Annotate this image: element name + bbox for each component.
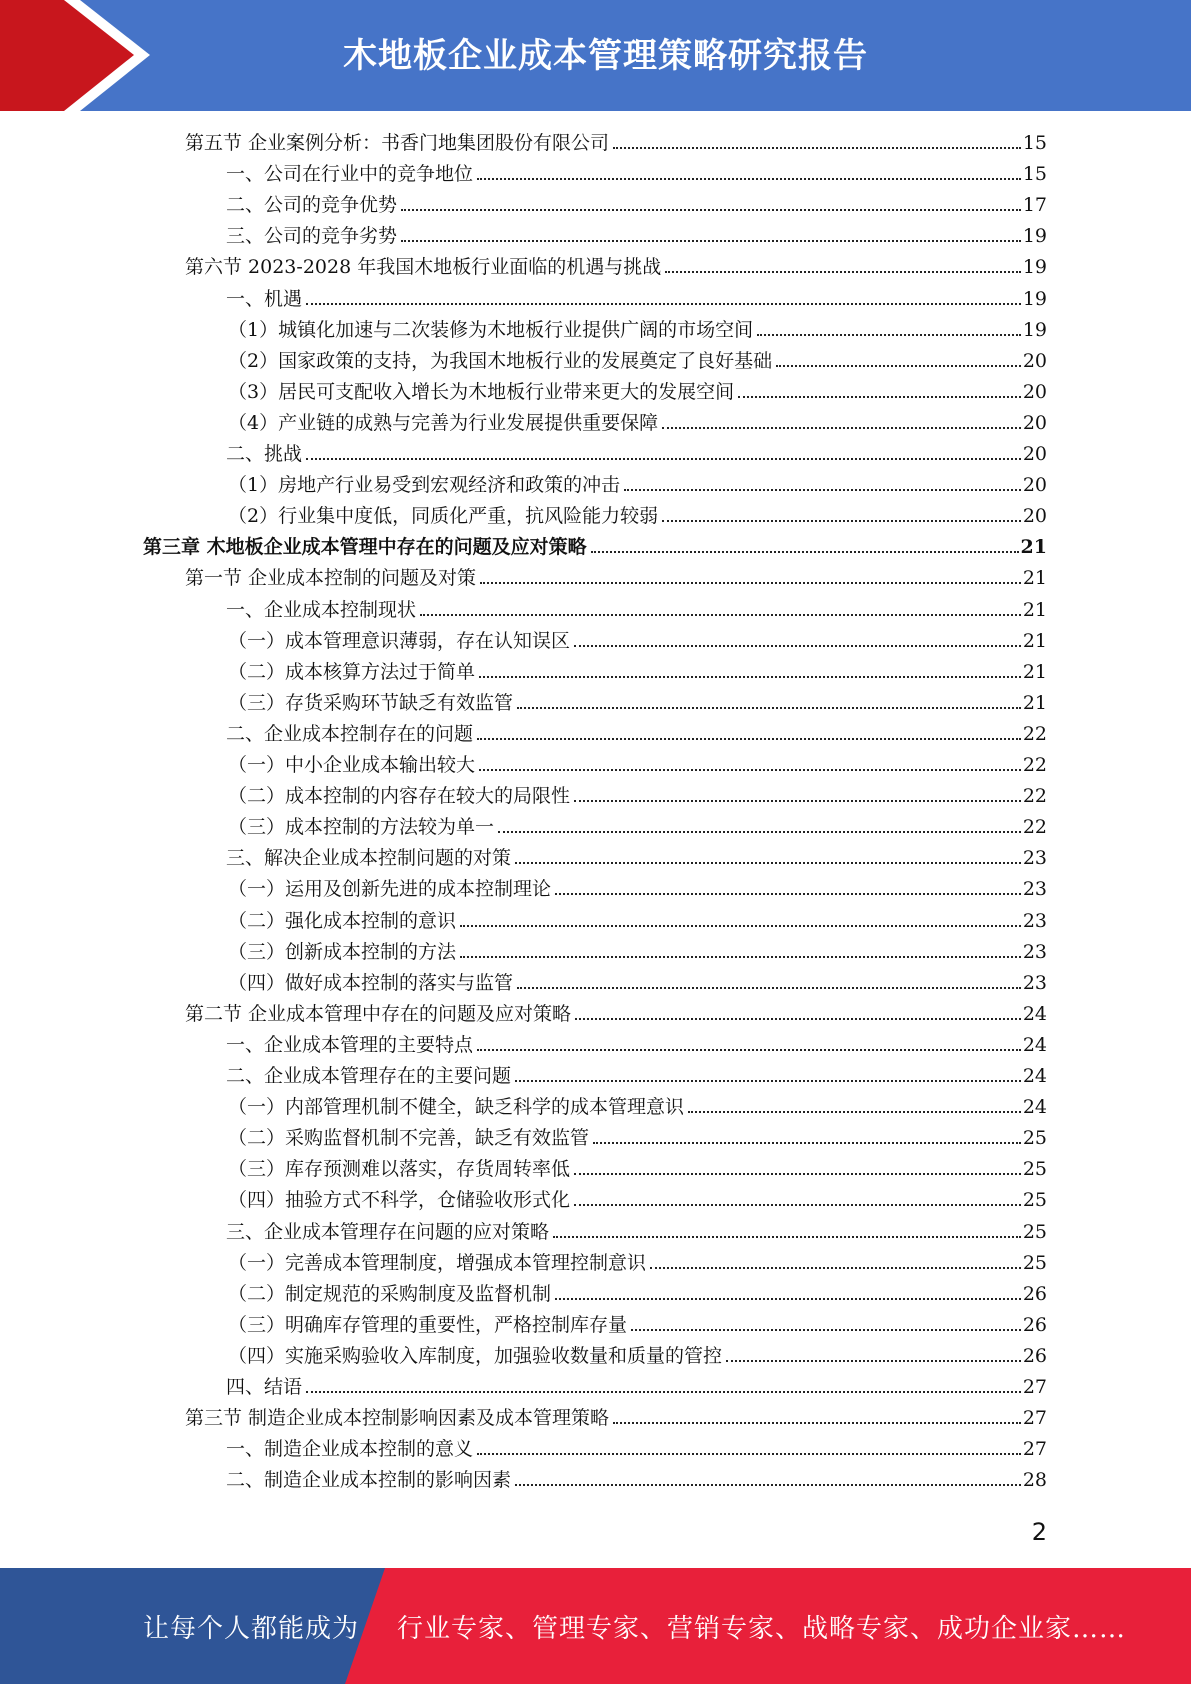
toc-entry[interactable] bbox=[226, 595, 1047, 625]
toc-entry-page: 23 bbox=[1022, 971, 1047, 994]
toc-dot-leader bbox=[593, 1142, 1021, 1144]
toc-entry[interactable] bbox=[228, 906, 1047, 936]
toc-entry-page: 24 bbox=[1022, 1065, 1047, 1087]
toc-dot-leader bbox=[575, 1018, 1021, 1020]
toc-entry[interactable] bbox=[228, 1123, 1047, 1153]
toc-entry-title: 二、企业成本控制存在的问题 bbox=[226, 722, 474, 745]
toc-entry-title: 二、公司的竞争优势 bbox=[226, 194, 398, 217]
toc-entry-title: 一、机遇 bbox=[226, 287, 303, 310]
toc-entry-title: （一）完善成本管理制度，增强成本管理控制意识 bbox=[228, 1251, 647, 1274]
toc-entry-page: 28 bbox=[1022, 1469, 1047, 1492]
toc-entry-page: 23 bbox=[1022, 909, 1047, 932]
toc-entry[interactable] bbox=[228, 377, 1047, 407]
toc-entry-page: 26 bbox=[1022, 1313, 1047, 1336]
toc-entry-title: 一、企业成本管理的主要特点 bbox=[226, 1033, 474, 1056]
toc-dot-leader bbox=[738, 396, 1021, 398]
toc-entry[interactable] bbox=[228, 1279, 1047, 1309]
toc-dot-leader bbox=[477, 178, 1021, 180]
toc-dot-leader bbox=[479, 676, 1021, 678]
toc-entry[interactable] bbox=[228, 1310, 1047, 1340]
toc-dot-leader bbox=[662, 520, 1021, 522]
page-number: 2 bbox=[1031, 1518, 1047, 1546]
toc-entry[interactable] bbox=[228, 408, 1047, 438]
toc-entry-title: 一、制造企业成本控制的意义 bbox=[226, 1438, 474, 1461]
toc-dot-leader bbox=[477, 738, 1021, 740]
toc-dot-leader bbox=[631, 1329, 1021, 1331]
toc-entry[interactable] bbox=[185, 563, 1047, 593]
toc-dot-leader bbox=[306, 1391, 1021, 1393]
toc-entry-page: 20 bbox=[1022, 411, 1047, 434]
toc-dot-leader bbox=[479, 769, 1021, 771]
toc-entry-page: 22 bbox=[1022, 816, 1047, 839]
toc-dot-leader bbox=[688, 1111, 1021, 1113]
toc-entry[interactable] bbox=[226, 439, 1047, 469]
toc-dot-leader bbox=[591, 551, 1019, 553]
toc-entry-title: 四、结语 bbox=[226, 1376, 303, 1398]
toc-entry[interactable] bbox=[228, 1341, 1047, 1371]
toc-entry-title: （一）内部管理机制不健全，缺乏科学的成本管理意识 bbox=[228, 1096, 685, 1119]
toc-entry-title: （4）产业链的成熟与完善为行业发展提供重要保障 bbox=[228, 411, 659, 434]
toc-entry-title: 三、解决企业成本控制问题的对策 bbox=[226, 847, 512, 870]
toc-entry[interactable] bbox=[228, 1154, 1047, 1184]
toc-entry[interactable] bbox=[228, 937, 1047, 967]
toc-chapter-entry[interactable] bbox=[143, 532, 1047, 562]
toc-dot-leader bbox=[515, 1484, 1021, 1486]
toc-entry-page: 20 bbox=[1022, 380, 1047, 403]
toc-entry-page: 27 bbox=[1022, 1438, 1047, 1461]
toc-entry-page: 25 bbox=[1022, 1220, 1047, 1243]
toc-entry-page: 25 bbox=[1022, 1251, 1047, 1274]
toc-dot-leader bbox=[555, 1298, 1021, 1300]
toc-dot-leader bbox=[553, 1236, 1021, 1238]
toc-entry[interactable] bbox=[228, 501, 1047, 531]
toc-entry-title: （1）城镇化加速与二次装修为木地板行业提供广阔的市场空间 bbox=[228, 318, 754, 341]
toc-entry[interactable] bbox=[228, 874, 1047, 904]
toc-dot-leader bbox=[460, 925, 1021, 927]
toc-entry-page: 26 bbox=[1022, 1282, 1047, 1305]
toc-dot-leader bbox=[574, 1173, 1021, 1175]
toc-entry[interactable] bbox=[228, 1248, 1047, 1278]
toc-entry-title: 三、公司的竞争劣势 bbox=[226, 225, 398, 248]
toc-entry-title: （二）强化成本控制的意识 bbox=[228, 909, 457, 932]
toc-entry-title: 二、挑战 bbox=[226, 443, 303, 465]
toc-entry-title: （二）成本控制的内容存在较大的局限性 bbox=[228, 785, 571, 808]
toc-entry-page: 20 bbox=[1022, 443, 1047, 465]
toc-entry-page: 21 bbox=[1022, 660, 1047, 683]
toc-dot-leader bbox=[306, 458, 1021, 460]
toc-dot-leader bbox=[517, 987, 1021, 989]
toc-entry-page: 21 bbox=[1022, 691, 1047, 714]
toc-dot-leader bbox=[624, 489, 1021, 491]
toc-entry[interactable] bbox=[228, 781, 1047, 811]
toc-entry-page: 25 bbox=[1022, 1189, 1047, 1212]
toc-entry[interactable] bbox=[228, 315, 1047, 345]
toc-entry-title: 二、制造企业成本控制的影响因素 bbox=[226, 1469, 512, 1492]
toc-entry-title: （三）存货采购环节缺乏有效监管 bbox=[228, 691, 514, 714]
toc-entry[interactable] bbox=[228, 688, 1047, 718]
toc-entry[interactable] bbox=[228, 812, 1047, 842]
toc-dot-leader bbox=[757, 334, 1021, 336]
toc-entry-page: 21 bbox=[1022, 598, 1047, 621]
toc-dot-leader bbox=[613, 147, 1021, 149]
toc-entry[interactable] bbox=[228, 626, 1047, 656]
toc-dot-leader bbox=[726, 1360, 1021, 1362]
toc-entry-page: 19 bbox=[1022, 225, 1047, 248]
toc-dot-leader bbox=[401, 240, 1021, 242]
toc-entry[interactable] bbox=[185, 128, 1047, 158]
toc-entry-page: 19 bbox=[1022, 256, 1047, 279]
toc-entry-page: 19 bbox=[1022, 287, 1047, 310]
toc-entry-title: 第二节 企业成本管理中存在的问题及应对策略 bbox=[185, 1002, 572, 1025]
toc-dot-leader bbox=[776, 365, 1021, 367]
toc-entry-page: 22 bbox=[1022, 754, 1047, 776]
toc-entry-page: 20 bbox=[1022, 505, 1047, 528]
toc-dot-leader bbox=[650, 1267, 1021, 1269]
toc-entry-page: 24 bbox=[1022, 1096, 1047, 1119]
footer-banner bbox=[0, 1568, 1191, 1684]
toc-entry-page: 17 bbox=[1022, 194, 1047, 217]
toc-entry-title: 第一节 企业成本控制的问题及对策 bbox=[185, 567, 477, 590]
toc-entry-title: （一）中小企业成本输出较大 bbox=[228, 754, 476, 776]
toc-entry-title: 一、公司在行业中的竞争地位 bbox=[226, 163, 474, 186]
toc-dot-leader bbox=[515, 862, 1021, 864]
toc-entry-title: 第三节 制造企业成本控制影响因素及成本管理策略 bbox=[185, 1407, 610, 1430]
toc-entry-title: （四）做好成本控制的落实与监管 bbox=[228, 971, 514, 994]
toc-entry-title: （四）实施采购验收入库制度，加强验收数量和质量的管控 bbox=[228, 1344, 723, 1367]
toc-entry-page: 22 bbox=[1022, 722, 1047, 745]
header-banner bbox=[0, 0, 1191, 111]
toc-entry[interactable] bbox=[226, 159, 1047, 189]
toc-entry-title: （3）居民可支配收入增长为木地板行业带来更大的发展空间 bbox=[228, 380, 735, 403]
toc-dot-leader bbox=[460, 956, 1021, 958]
toc-entry-page: 23 bbox=[1022, 940, 1047, 963]
toc-entry-title: 三、企业成本管理存在问题的应对策略 bbox=[226, 1220, 550, 1243]
toc-entry[interactable] bbox=[228, 1092, 1047, 1122]
toc-entry-page: 24 bbox=[1022, 1002, 1047, 1025]
toc-dot-leader bbox=[517, 707, 1021, 709]
footer-slogan-left: 让每个人都能成为 bbox=[143, 1613, 360, 1644]
toc-entry-page: 20 bbox=[1022, 349, 1047, 372]
toc-entry[interactable] bbox=[226, 190, 1047, 220]
toc-entry[interactable] bbox=[228, 346, 1047, 376]
toc-entry-page: 20 bbox=[1022, 474, 1047, 497]
toc-entry-title: （2）行业集中度低，同质化严重，抗风险能力较弱 bbox=[228, 505, 659, 528]
toc-dot-leader bbox=[498, 831, 1021, 833]
toc-dot-leader bbox=[665, 271, 1021, 273]
toc-entry[interactable] bbox=[226, 719, 1047, 749]
toc-entry-page: 26 bbox=[1022, 1344, 1047, 1367]
toc-entry[interactable] bbox=[226, 1434, 1047, 1464]
toc-dot-leader bbox=[574, 800, 1021, 802]
toc-entry-title: （1）房地产行业易受到宏观经济和政策的冲击 bbox=[228, 474, 621, 497]
toc-entry-title: （二）采购监督机制不完善，缺乏有效监管 bbox=[228, 1127, 590, 1150]
toc-entry-title: 第六节 2023-2028 年我国木地板行业面临的机遇与挑战 bbox=[185, 256, 662, 279]
toc-entry-page: 23 bbox=[1022, 847, 1047, 870]
toc-entry-title: （四）抽验方式不科学，仓储验收形式化 bbox=[228, 1189, 571, 1212]
toc-entry-page: 24 bbox=[1022, 1033, 1047, 1056]
toc-entry[interactable] bbox=[185, 1403, 1047, 1433]
toc-entry-title: （2）国家政策的支持，为我国木地板行业的发展奠定了良好基础 bbox=[228, 349, 773, 372]
toc-entry-page: 19 bbox=[1022, 318, 1047, 341]
toc-entry-page: 25 bbox=[1022, 1127, 1047, 1150]
toc-entry-title: （二）制定规范的采购制度及监督机制 bbox=[228, 1282, 552, 1305]
toc-dot-leader bbox=[477, 1049, 1021, 1051]
toc-entry[interactable] bbox=[226, 1061, 1047, 1091]
toc-entry-page: 23 bbox=[1022, 878, 1047, 901]
toc-entry[interactable] bbox=[228, 750, 1047, 780]
toc-entry-page: 15 bbox=[1022, 132, 1047, 154]
toc-entry[interactable] bbox=[226, 1030, 1047, 1060]
toc-entry[interactable] bbox=[185, 252, 1047, 282]
toc-entry-title: 第五节 企业案例分析：书香门地集团股份有限公司 bbox=[185, 132, 610, 154]
toc-entry-title: （一）成本管理意识薄弱，存在认知误区 bbox=[228, 629, 571, 652]
toc-dot-leader bbox=[613, 1422, 1021, 1424]
toc-entry[interactable] bbox=[226, 221, 1047, 251]
toc-entry-page: 25 bbox=[1022, 1158, 1047, 1181]
toc-entry-title: （三）创新成本控制的方法 bbox=[228, 940, 457, 963]
toc-entry-title: 一、企业成本控制现状 bbox=[226, 598, 417, 621]
toc-entry[interactable] bbox=[185, 999, 1047, 1029]
toc-entry[interactable] bbox=[226, 284, 1047, 314]
toc-dot-leader bbox=[420, 614, 1021, 616]
toc-dot-leader bbox=[477, 1453, 1021, 1455]
toc-dot-leader bbox=[555, 893, 1021, 895]
toc-entry-title: 第三章 木地板企业成本管理中存在的问题及应对策略 bbox=[143, 536, 587, 559]
toc-entry-page: 21 bbox=[1022, 567, 1047, 590]
toc-dot-leader bbox=[662, 427, 1021, 429]
toc-entry[interactable] bbox=[226, 1372, 1047, 1402]
toc-entry[interactable] bbox=[228, 657, 1047, 687]
toc-entry-title: （二）成本核算方法过于简单 bbox=[228, 660, 476, 683]
toc-entry[interactable] bbox=[226, 843, 1047, 873]
toc-dot-leader bbox=[515, 1080, 1021, 1082]
toc-entry[interactable] bbox=[228, 1185, 1047, 1215]
toc-entry-title: （一）运用及创新先进的成本控制理论 bbox=[228, 878, 552, 901]
toc-entry-page: 15 bbox=[1022, 163, 1047, 186]
toc-entry-title: 二、企业成本管理存在的主要问题 bbox=[226, 1065, 512, 1087]
toc-entry-page: 21 bbox=[1022, 629, 1047, 652]
toc-dot-leader bbox=[480, 582, 1021, 584]
toc-entry[interactable] bbox=[226, 1465, 1047, 1495]
toc-dot-leader bbox=[401, 209, 1021, 211]
toc-entry-title: （三）库存预测难以落实，存货周转率低 bbox=[228, 1158, 571, 1181]
toc-entry-title: （三）明确库存管理的重要性，严格控制库存量 bbox=[228, 1313, 628, 1336]
toc-entry[interactable] bbox=[228, 968, 1047, 998]
footer-slogan-right: 行业专家、管理专家、营销专家、战略专家、成功企业家…… bbox=[397, 1613, 1127, 1644]
report-title: 木地板企业成本管理策略研究报告 bbox=[343, 36, 868, 76]
toc-dot-leader bbox=[306, 303, 1021, 305]
toc-entry-page: 27 bbox=[1022, 1407, 1047, 1430]
toc-dot-leader bbox=[574, 1204, 1021, 1206]
toc-entry-page: 22 bbox=[1022, 785, 1047, 808]
toc-entry-page: 21 bbox=[1020, 536, 1047, 559]
toc-entry[interactable] bbox=[228, 470, 1047, 500]
toc-dot-leader bbox=[574, 645, 1021, 647]
toc-entry-title: （三）成本控制的方法较为单一 bbox=[228, 816, 495, 839]
chevron-arrow-icon bbox=[0, 0, 160, 111]
toc-entry[interactable] bbox=[226, 1217, 1047, 1247]
toc-entry-page: 27 bbox=[1022, 1376, 1047, 1398]
